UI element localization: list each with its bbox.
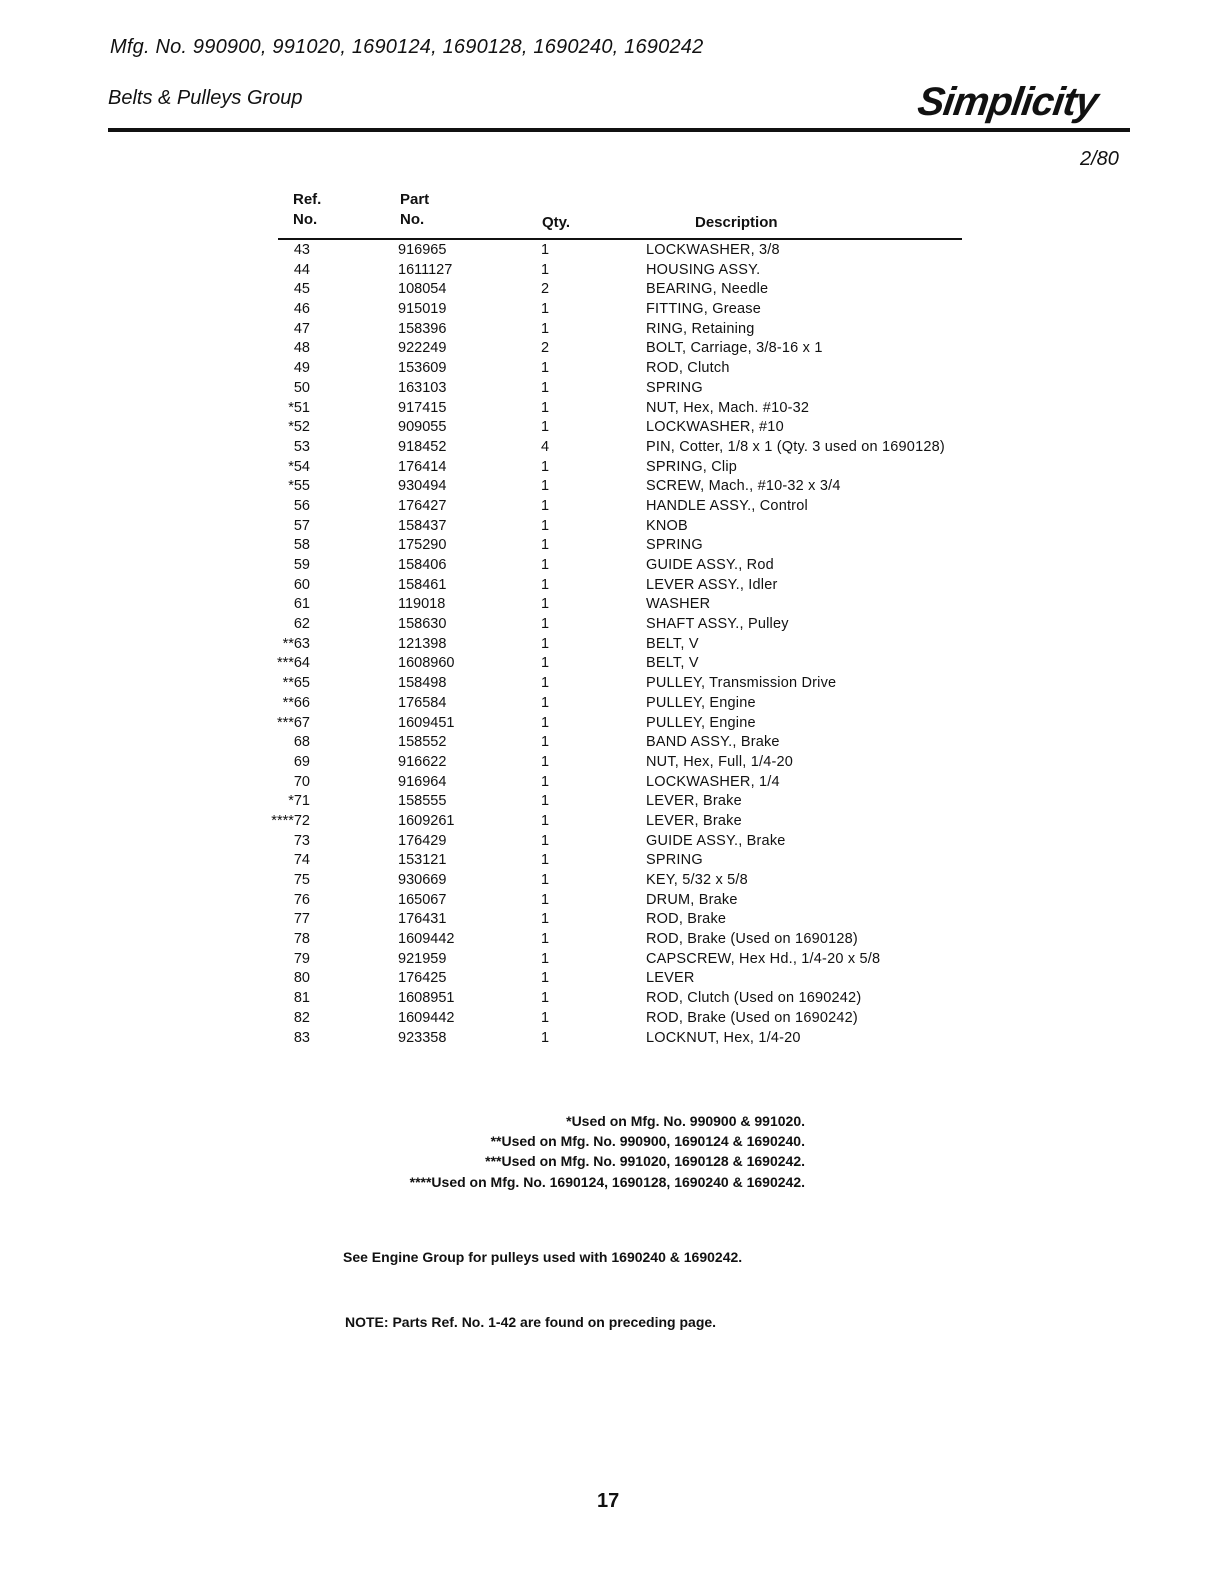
table-row (258, 930, 1018, 950)
ref-cell: 60 (293, 576, 310, 593)
part-number-cell: 922249 (398, 340, 447, 357)
description-cell: PULLEY, Engine (646, 714, 756, 731)
description-cell: SPRING (646, 852, 703, 869)
table-row (258, 261, 1018, 281)
ref-cell: 59 (293, 557, 310, 573)
table-row (258, 654, 1018, 674)
description-cell: LEVER, Brake (646, 793, 742, 810)
description-cell: NUT, Hex, Full, 1/4-20 (646, 753, 794, 770)
ref-cell: 69 (293, 753, 310, 770)
description-cell: HOUSING ASSY. (646, 261, 761, 278)
qty-cell: 1 (541, 242, 550, 258)
part-number-cell: 163103 (398, 379, 447, 396)
qty-cell: 1 (541, 852, 550, 869)
table-row (258, 773, 1018, 793)
table-row (258, 714, 1018, 734)
ref-cell: 43 (293, 242, 310, 258)
ref-cell: 57 (293, 517, 310, 534)
ref-cell: 77 (293, 911, 310, 928)
part-number-cell: 158552 (398, 734, 447, 751)
qty-cell: 1 (541, 694, 550, 711)
ref-cell: ****72 (271, 812, 310, 829)
part-number-cell: 108054 (398, 281, 447, 298)
qty-cell: 1 (541, 616, 550, 633)
description-cell: KNOB (646, 517, 688, 534)
ref-cell: 82 (293, 1009, 310, 1026)
part-number-cell: 930494 (398, 478, 447, 495)
qty-cell: 2 (541, 340, 550, 357)
table-row (258, 477, 1018, 497)
footnote-2: **Used on Mfg. No. 990900, 1690124 & 1690240. (490, 1133, 805, 1149)
qty-cell: 1 (541, 320, 550, 337)
ref-cell: 58 (293, 537, 310, 554)
qty-cell: 4 (541, 438, 550, 455)
brand-logo: Simplicity (914, 80, 1101, 124)
description-cell: LOCKWASHER, 1/4 (646, 773, 780, 790)
qty-cell: 1 (541, 596, 550, 613)
table-row (258, 320, 1018, 340)
table-row (258, 871, 1018, 891)
ref-cell: 68 (293, 734, 310, 751)
ref-cell: 80 (293, 970, 310, 987)
qty-cell: 1 (541, 714, 550, 731)
ref-cell: 76 (293, 891, 310, 908)
qty-cell: 1 (541, 734, 550, 751)
part-number-cell: 1608960 (398, 655, 455, 672)
table-row (258, 280, 1018, 300)
description-cell: ROD, Clutch (Used on 1690242) (646, 990, 862, 1007)
footnote-1: *Used on Mfg. No. 990900 & 991020. (566, 1113, 805, 1129)
part-number-cell: 176429 (398, 832, 447, 849)
table-row (258, 517, 1018, 537)
ref-cell: 81 (293, 990, 310, 1007)
description-cell: SHAFT ASSY., Pulley (646, 616, 789, 633)
group-title: Belts & Pulleys Group (108, 87, 303, 109)
description-cell: BELT, V (646, 655, 699, 672)
table-row (258, 438, 1018, 458)
qty-cell: 1 (541, 812, 550, 829)
part-number-cell: 176425 (398, 970, 447, 987)
ref-cell: ***67 (276, 714, 310, 731)
part-number-cell: 1609442 (398, 931, 455, 948)
table-row (258, 989, 1018, 1009)
qty-cell: 1 (541, 872, 550, 888)
description-cell: ROD, Brake (646, 911, 727, 928)
part-number-cell: 917415 (398, 399, 447, 416)
qty-cell: 1 (541, 675, 550, 692)
description-cell: SPRING (646, 379, 703, 396)
description-cell: LOCKWASHER, 3/8 (646, 242, 780, 258)
table-row (258, 733, 1018, 753)
part-number-cell: 158498 (398, 675, 447, 692)
description-cell: CAPSCREW, Hex Hd., 1/4-20 x 5/8 (646, 950, 881, 967)
qty-cell: 1 (541, 1029, 550, 1046)
table-row (258, 851, 1018, 871)
table-row (258, 418, 1018, 438)
description-cell: LEVER ASSY., Idler (646, 576, 778, 593)
parts-table-body (258, 241, 1018, 1048)
qty-cell: 1 (541, 970, 550, 987)
description-cell: KEY, 5/32 x 5/8 (646, 872, 748, 888)
ref-cell: 78 (293, 931, 310, 948)
revision-date: 2/80 (1080, 148, 1119, 170)
qty-cell: 1 (541, 497, 550, 514)
qty-cell: 1 (541, 301, 550, 318)
part-number-cell: 1609261 (398, 812, 455, 829)
table-row (258, 458, 1018, 478)
ref-cell: 62 (293, 616, 310, 633)
ref-cell: 73 (293, 832, 310, 849)
ref-cell: ***64 (276, 655, 310, 672)
description-cell: PULLEY, Engine (646, 694, 756, 711)
table-row (258, 753, 1018, 773)
qty-cell: 1 (541, 911, 550, 928)
header-part: Part No. (400, 191, 430, 228)
qty-cell: 1 (541, 360, 550, 377)
description-cell: HANDLE ASSY., Control (646, 497, 808, 514)
description-cell: NUT, Hex, Mach. #10-32 (646, 399, 810, 416)
table-row (258, 576, 1018, 596)
ref-cell: 50 (293, 379, 310, 396)
part-number-cell: 1609451 (398, 714, 455, 731)
ref-cell: 53 (293, 438, 310, 455)
qty-cell: 1 (541, 517, 550, 534)
table-header (278, 188, 962, 240)
description-cell: PULLEY, Transmission Drive (646, 675, 837, 692)
table-row (258, 635, 1018, 655)
footnote-3: ***Used on Mfg. No. 991020, 1690128 & 1690242. (485, 1153, 805, 1169)
table-row (258, 1029, 1018, 1049)
qty-cell: 1 (541, 891, 550, 908)
part-number-cell: 916964 (398, 773, 447, 790)
part-number-cell: 921959 (398, 950, 447, 967)
description-cell: LEVER, Brake (646, 812, 742, 829)
ref-cell: 61 (293, 596, 310, 613)
description-cell: GUIDE ASSY., Rod (646, 557, 774, 573)
description-cell: SCREW, Mach., #10-32 x 3/4 (646, 478, 841, 495)
qty-cell: 1 (541, 950, 550, 967)
ref-cell: 46 (293, 301, 310, 318)
table-row (258, 379, 1018, 399)
table-row (258, 536, 1018, 556)
description-cell: WASHER (646, 596, 711, 613)
part-number-cell: 165067 (398, 891, 447, 908)
part-number-cell: 158630 (398, 616, 447, 633)
table-row (258, 812, 1018, 832)
ref-cell: *52 (288, 419, 310, 436)
header-description: Description (695, 214, 778, 231)
table-row (258, 359, 1018, 379)
part-number-cell: 158406 (398, 557, 447, 573)
header-ref: Ref. No. (293, 191, 322, 228)
engine-group-note: See Engine Group for pulleys used with 1690240 & 1690242. (343, 1249, 743, 1265)
part-number-cell: 916965 (398, 242, 447, 258)
ref-cell: 74 (293, 852, 310, 869)
part-number-cell: 176414 (398, 458, 447, 475)
ref-cell: 44 (293, 261, 310, 278)
ref-cell: 56 (293, 497, 310, 514)
part-number-cell: 153121 (398, 852, 447, 869)
qty-cell: 1 (541, 261, 550, 278)
description-cell: LOCKNUT, Hex, 1/4-20 (646, 1029, 801, 1046)
ref-cell: *55 (288, 478, 310, 495)
part-number-cell: 158437 (398, 517, 447, 534)
description-cell: DRUM, Brake (646, 891, 738, 908)
part-number-cell: 119018 (398, 596, 446, 613)
qty-cell: 1 (541, 793, 550, 810)
description-cell: LOCKWASHER, #10 (646, 419, 784, 436)
ref-cell: **66 (282, 694, 310, 711)
description-cell: ROD, Clutch (646, 360, 730, 377)
ref-cell: *54 (288, 458, 310, 475)
ref-cell: 45 (293, 281, 310, 298)
qty-cell: 1 (541, 1009, 550, 1026)
header-qty: Qty. (542, 214, 571, 231)
qty-cell: 1 (541, 753, 550, 770)
ref-cell: **63 (282, 635, 310, 652)
part-number-cell: 930669 (398, 872, 447, 888)
ref-cell: **65 (282, 675, 310, 692)
qty-cell: 1 (541, 557, 550, 573)
part-number-cell: 1609442 (398, 1009, 455, 1026)
part-number-cell: 176584 (398, 694, 447, 711)
qty-cell: 1 (541, 379, 550, 396)
table-row (258, 241, 1018, 261)
qty-cell: 1 (541, 576, 550, 593)
table-row (258, 556, 1018, 576)
ref-cell: 75 (293, 872, 310, 888)
description-cell: PIN, Cotter, 1/8 x 1 (Qty. 3 used on 1690128) (646, 438, 945, 455)
qty-cell: 1 (541, 773, 550, 790)
description-cell: SPRING (646, 537, 703, 554)
qty-cell: 1 (541, 990, 550, 1007)
ref-cell: 48 (293, 340, 310, 357)
table-row (258, 832, 1018, 852)
part-number-cell: 158555 (398, 793, 447, 810)
table-row (258, 1009, 1018, 1029)
header-rule (108, 128, 1130, 132)
qty-cell: 1 (541, 931, 550, 948)
ref-cell: 79 (293, 950, 310, 967)
table-row (258, 497, 1018, 517)
qty-cell: 1 (541, 419, 550, 436)
ref-cell: 49 (293, 360, 310, 377)
part-number-cell: 153609 (398, 360, 447, 377)
footnote-4: ****Used on Mfg. No. 1690124, 1690128, 1690240 & 1690242. (409, 1174, 805, 1190)
qty-cell: 1 (541, 458, 550, 475)
table-row (258, 891, 1018, 911)
description-cell: BOLT, Carriage, 3/8-16 x 1 (646, 340, 823, 357)
ref-cell: 70 (293, 773, 310, 790)
qty-cell: 1 (541, 655, 550, 672)
page-number: 17 (597, 1490, 620, 1512)
part-number-cell: 1608951 (398, 990, 455, 1007)
description-cell: BEARING, Needle (646, 281, 769, 298)
part-number-cell: 1611127 (398, 261, 453, 278)
qty-cell: 2 (541, 281, 550, 298)
description-cell: BAND ASSY., Brake (646, 734, 780, 751)
description-cell: SPRING, Clip (646, 458, 738, 475)
table-row (258, 792, 1018, 812)
table-row (258, 615, 1018, 635)
qty-cell: 1 (541, 832, 550, 849)
table-row (258, 300, 1018, 320)
part-number-cell: 175290 (398, 537, 447, 554)
part-number-cell: 158461 (398, 576, 447, 593)
description-cell: ROD, Brake (Used on 1690128) (646, 931, 858, 948)
part-number-cell: 923358 (398, 1029, 447, 1046)
part-number-cell: 918452 (398, 438, 447, 455)
part-number-cell: 158396 (398, 320, 447, 337)
table-row (258, 339, 1018, 359)
description-cell: FITTING, Grease (646, 301, 761, 318)
table-row (258, 674, 1018, 694)
part-number-cell: 915019 (398, 301, 447, 318)
mfg-numbers: Mfg. No. 990900, 991020, 1690124, 1690128, 1690240, 1690242 (110, 36, 704, 58)
part-number-cell: 909055 (398, 419, 447, 436)
part-number-cell: 176427 (398, 497, 447, 514)
table-row (258, 910, 1018, 930)
qty-cell: 1 (541, 478, 550, 495)
part-number-cell: 176431 (398, 911, 447, 928)
ref-cell: 83 (293, 1029, 310, 1046)
description-cell: BELT, V (646, 635, 699, 652)
qty-cell: 1 (541, 399, 550, 416)
table-row (258, 969, 1018, 989)
table-row (258, 595, 1018, 615)
description-cell: GUIDE ASSY., Brake (646, 832, 786, 849)
table-row (258, 950, 1018, 970)
ref-cell: *71 (288, 793, 310, 810)
ref-cell: *51 (288, 399, 310, 416)
qty-cell: 1 (541, 635, 550, 652)
ref-cell: 47 (293, 320, 310, 337)
parts-note: NOTE: Parts Ref. No. 1-42 are found on preceding page. (345, 1314, 717, 1330)
description-cell: ROD, Brake (Used on 1690242) (646, 1009, 858, 1026)
table-row (258, 399, 1018, 419)
part-number-cell: 916622 (398, 753, 447, 770)
part-number-cell: 121398 (398, 635, 447, 652)
qty-cell: 1 (541, 537, 550, 554)
description-cell: RING, Retaining (646, 320, 755, 337)
table-row (258, 694, 1018, 714)
description-cell: LEVER (646, 970, 695, 987)
